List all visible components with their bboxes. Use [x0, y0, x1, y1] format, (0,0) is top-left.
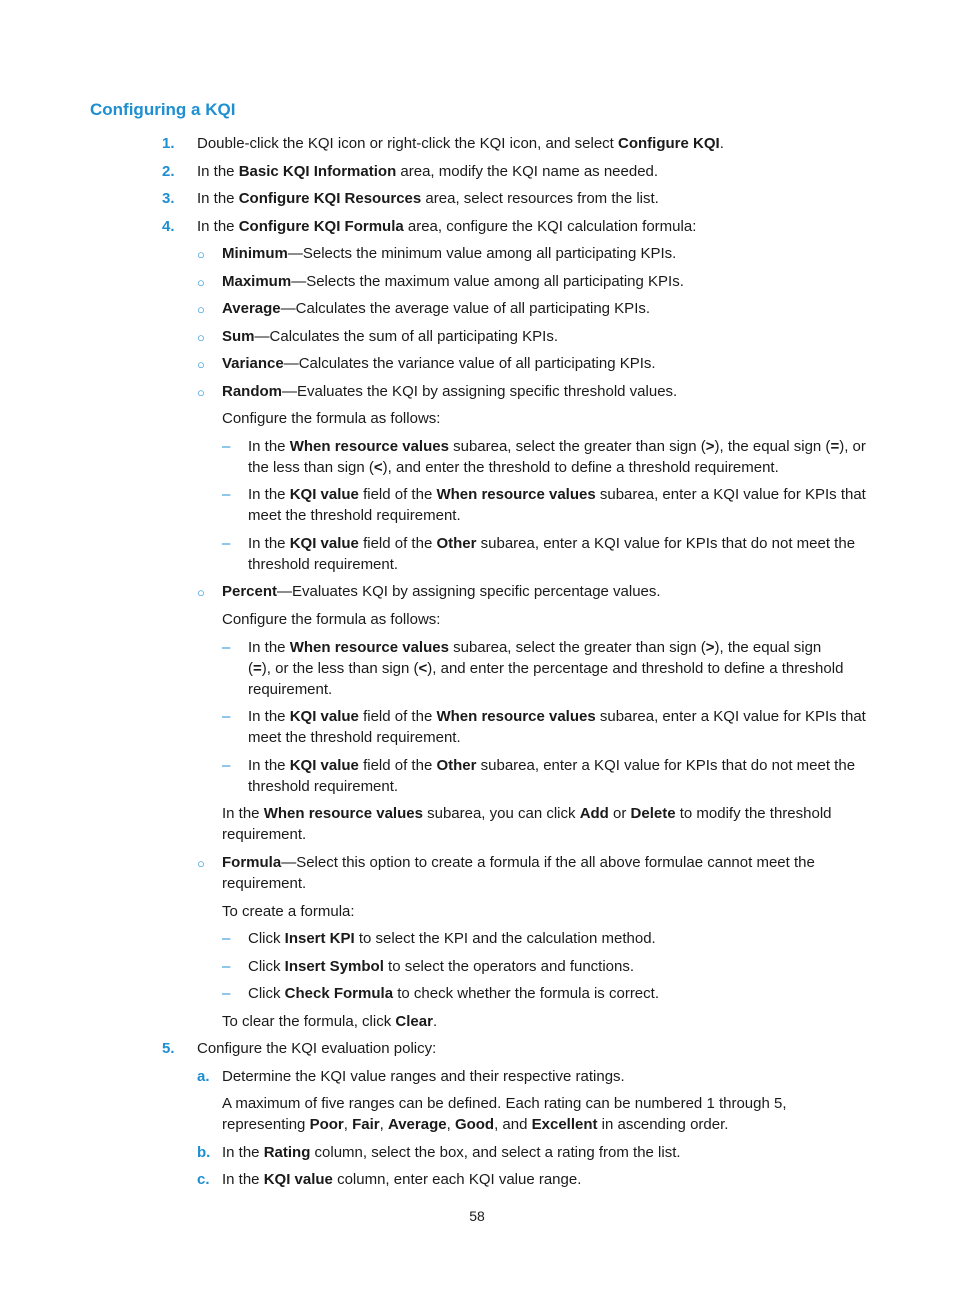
- dash-icon: –: [222, 535, 231, 552]
- random-substep: In the KQI value field of the Other subarea, enter a KQI value for KPIs that do not meet the threshold requirement.: [248, 535, 856, 573]
- dash-icon: –: [222, 757, 231, 774]
- step-text: In the Basic KQI Information area, modify the KQI name as needed.: [197, 163, 659, 180]
- bullet-icon: ○: [197, 247, 205, 262]
- policy-substep: Determine the KQI value ranges and their respective ratings.: [222, 1068, 625, 1085]
- bullet-icon: ○: [197, 385, 205, 400]
- step-number: 3.: [162, 190, 175, 207]
- formula-substep: Click Insert KPI to select the KPI and the calculation method.: [248, 930, 656, 947]
- step-text: In the Configure KQI Formula area, configure the KQI calculation formula:: [197, 218, 697, 235]
- formula-intro: To create a formula:: [222, 903, 355, 920]
- formula-clear: To clear the formula, click Clear.: [222, 1013, 438, 1030]
- step-number: 2.: [162, 163, 175, 180]
- percent-substep: In the KQI value field of the When resource values subarea, enter a KQI value for KPIs that meet the threshold requirement.: [248, 708, 866, 746]
- option-average: Average—Calculates the average value of all participating KPIs.: [222, 300, 651, 317]
- dash-icon: –: [222, 930, 231, 947]
- random-substep: In the When resource values subarea, select the greater than sign (>), the equal sign (=), or the less than sign (<), and enter the threshold to define a threshold requirement.: [248, 438, 866, 476]
- substep-letter: c.: [197, 1171, 210, 1188]
- section-heading: Configuring a KQI: [90, 100, 236, 119]
- bullet-icon: ○: [197, 275, 205, 290]
- random-substep: In the KQI value field of the When resource values subarea, enter a KQI value for KPIs that meet the threshold requirement.: [248, 486, 866, 524]
- percent-substep: In the KQI value field of the Other subarea, enter a KQI value for KPIs that do not meet the threshold requirement.: [248, 757, 856, 795]
- step-text: Double-click the KQI icon or right-click the KQI icon, and select Configure KQI.: [197, 135, 724, 152]
- option-maximum: Maximum—Selects the maximum value among all participating KPIs.: [222, 273, 684, 290]
- formula-substep: Click Insert Symbol to select the operators and functions.: [248, 958, 635, 975]
- bullet-icon: ○: [197, 856, 205, 871]
- option-formula: Formula—Select this option to create a formula if the all above formulae cannot meet the requirement.: [222, 854, 815, 892]
- formula-substep: Click Check Formula to check whether the formula is correct.: [248, 985, 659, 1002]
- percent-intro: Configure the formula as follows:: [222, 611, 441, 628]
- dash-icon: –: [222, 708, 231, 725]
- option-minimum: Minimum—Selects the minimum value among all participating KPIs.: [222, 245, 677, 262]
- dash-icon: –: [222, 985, 231, 1002]
- bullet-icon: ○: [197, 330, 205, 345]
- random-intro: Configure the formula as follows:: [222, 410, 441, 427]
- option-sum: Sum—Calculates the sum of all participating KPIs.: [222, 328, 558, 345]
- page-number: 58: [469, 1208, 485, 1224]
- policy-note: A maximum of five ranges can be defined. Each rating can be numbered 1 through 5, representing Poor, Fair, Average, Good, and Excellent in ascending order.: [222, 1095, 787, 1133]
- substep-letter: b.: [197, 1144, 211, 1161]
- policy-substep: In the Rating column, select the box, and select a rating from the list.: [222, 1144, 681, 1161]
- dash-icon: –: [222, 486, 231, 503]
- substep-letter: a.: [197, 1068, 210, 1085]
- step-number: 1.: [162, 135, 175, 152]
- bullet-icon: ○: [197, 357, 205, 372]
- step-number: 4.: [162, 218, 175, 235]
- step-number: 5.: [162, 1040, 175, 1057]
- percent-substep: In the When resource values subarea, select the greater than sign (>), the equal sign (=), or the less than sign (<), and enter the percentage and threshold to define a threshold requirement.: [248, 639, 844, 698]
- bullet-icon: ○: [197, 302, 205, 317]
- dash-icon: –: [222, 639, 231, 656]
- step-text: Configure the KQI evaluation policy:: [197, 1040, 437, 1057]
- dash-icon: –: [222, 958, 231, 975]
- bullet-icon: ○: [197, 585, 205, 600]
- option-percent: Percent—Evaluates KQI by assigning specific percentage values.: [222, 583, 661, 600]
- option-variance: Variance—Calculates the variance value of all participating KPIs.: [222, 355, 656, 372]
- percent-note: In the When resource values subarea, you can click Add or Delete to modify the threshold requirement.: [222, 805, 832, 843]
- step-text: In the Configure KQI Resources area, select resources from the list.: [197, 190, 659, 207]
- option-random: Random—Evaluates the KQI by assigning specific threshold values.: [222, 383, 678, 400]
- policy-substep: In the KQI value column, enter each KQI value range.: [222, 1171, 582, 1188]
- dash-icon: –: [222, 438, 231, 455]
